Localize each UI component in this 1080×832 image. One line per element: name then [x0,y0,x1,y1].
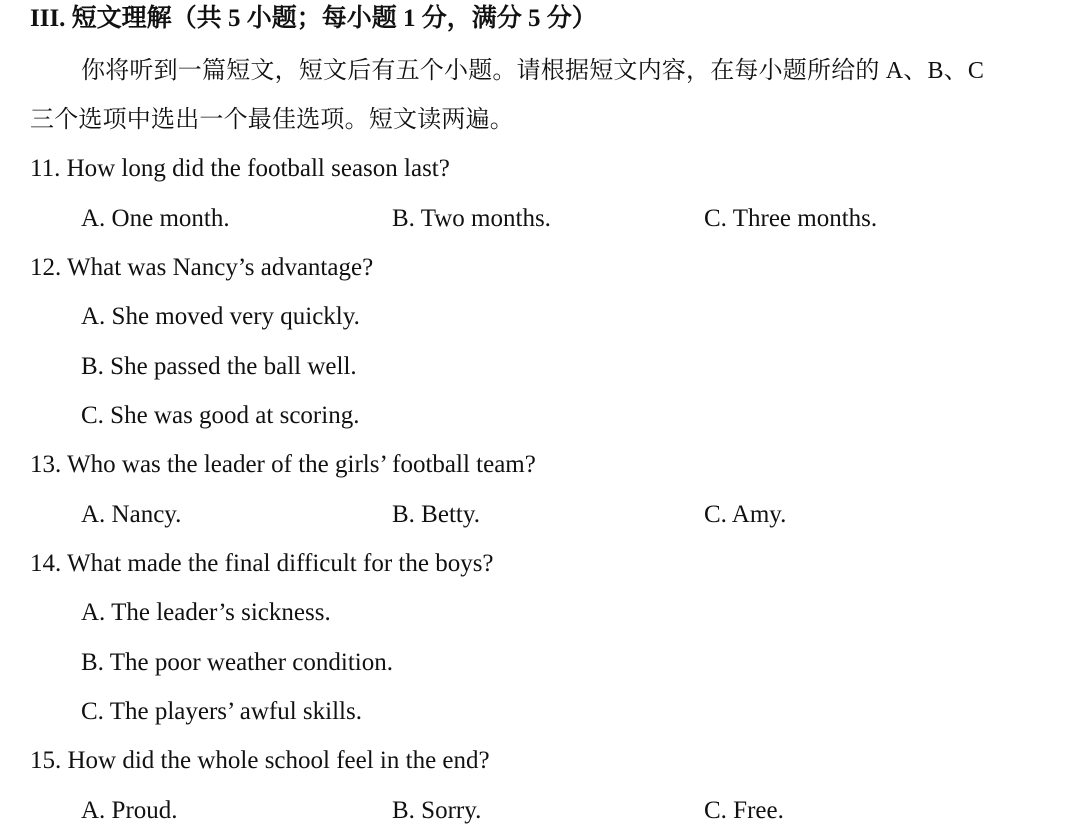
question-15-option-a: A. Proud. [81,797,178,824]
question-11-option-a: A. One month. [81,205,230,232]
question-14: 14. What made the final difficult for the boys? [30,550,494,577]
question-13: 13. Who was the leader of the girls’ football team? [30,451,536,478]
question-12: 12. What was Nancy’s advantage? [30,254,374,281]
question-15-option-b: B. Sorry. [392,797,482,824]
section-title: III. 短文理解（共 5 小题；每小题 1 分，满分 5 分） [30,5,597,32]
question-12-option-a: A. She moved very quickly. [81,303,360,330]
question-11-option-c: C. Three months. [704,205,878,232]
question-14-option-a: A. The leader’s sickness. [81,599,331,626]
question-15: 15. How did the whole school feel in the end? [30,747,490,774]
question-13-option-a: A. Nancy. [81,501,182,528]
question-11: 11. How long did the football season last? [30,155,450,182]
question-12-option-b: B. She passed the ball well. [81,353,357,380]
question-13-option-c: C. Amy. [704,501,787,528]
question-14-option-b: B. The poor weather condition. [81,649,393,676]
question-11-options [81,204,1061,234]
question-13-option-b: B. Betty. [392,501,480,528]
question-11-option-b: B. Two months. [392,205,551,232]
question-14-option-c: C. The players’ awful skills. [81,698,362,725]
question-12-option-c: C. She was good at scoring. [81,402,360,429]
question-15-option-c: C. Free. [704,797,784,824]
question-15-options [81,796,1061,826]
question-13-options [81,500,1061,530]
instruction-line-2: 三个选项中选出一个最佳选项。短文读两遍。 [30,107,514,133]
instruction-line-1: 你将听到一篇短文，短文后有五个小题。请根据短文内容，在每小题所给的 A、B、C [81,58,985,84]
